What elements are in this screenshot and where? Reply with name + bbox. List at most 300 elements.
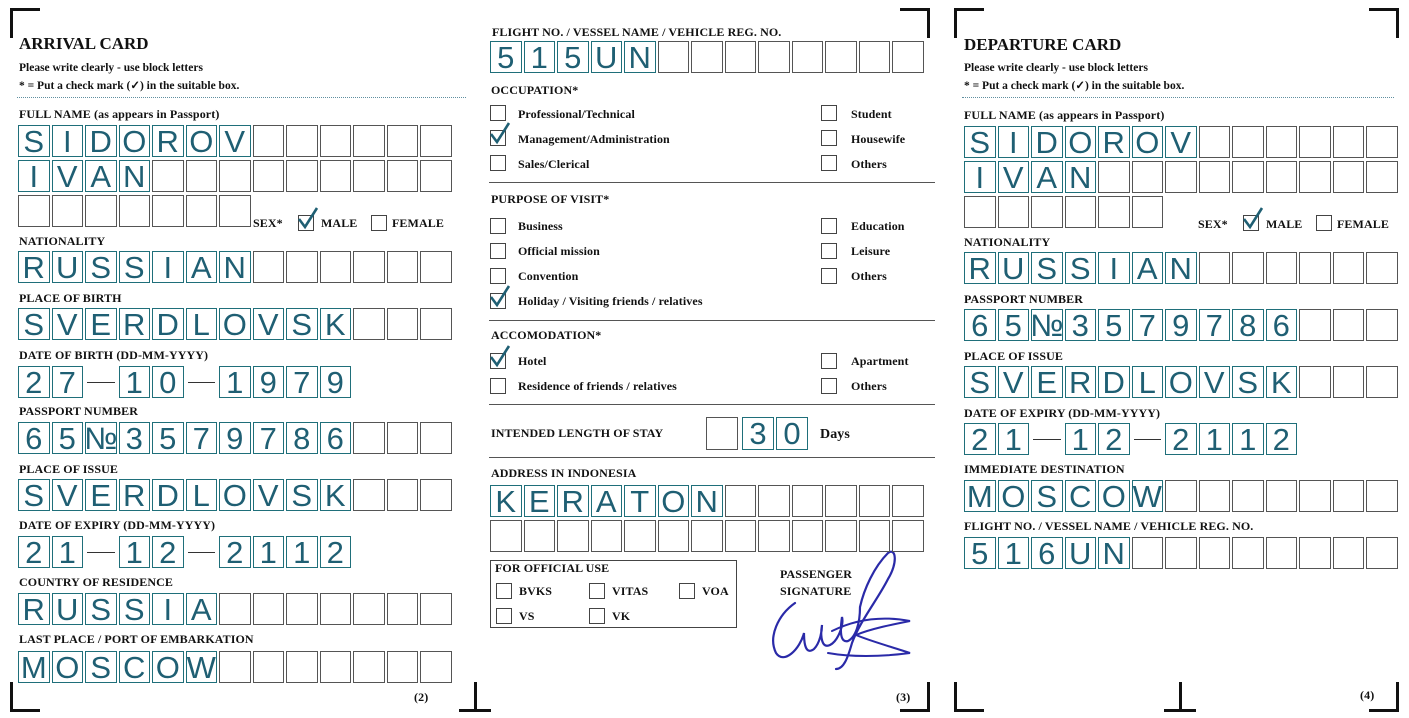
arrival-issue-place-box[interactable]: V bbox=[253, 479, 285, 511]
flight-box[interactable] bbox=[859, 41, 891, 73]
arrival-embark-box[interactable]: W bbox=[186, 649, 216, 685]
departure-given-name-box[interactable] bbox=[1366, 161, 1398, 193]
departure-destination-box[interactable] bbox=[1266, 480, 1298, 512]
departure-nationality-box[interactable] bbox=[1199, 252, 1231, 284]
arrival-issue-place-box[interactable]: R bbox=[119, 479, 151, 511]
arrival-passport-box[interactable]: 7 bbox=[253, 422, 285, 454]
arrival-expiry-box[interactable]: 2 bbox=[18, 536, 50, 568]
arrival-passport-box[interactable]: 5 bbox=[152, 422, 184, 454]
departure-flight-box[interactable]: 6 bbox=[1031, 537, 1063, 569]
departure-destination-box[interactable] bbox=[1199, 480, 1231, 512]
departure-destination-box[interactable]: C bbox=[1065, 480, 1097, 512]
arrival-issue-place-box[interactable]: D bbox=[152, 479, 184, 511]
departure-nationality-box[interactable] bbox=[1266, 252, 1298, 284]
address-line-2-box[interactable] bbox=[859, 520, 891, 552]
departure-expiry-box[interactable]: 1 bbox=[998, 423, 1030, 455]
departure-issue-place-label: PLACE OF ISSUE bbox=[964, 349, 1063, 363]
departure-name-extra-box[interactable] bbox=[998, 196, 1030, 228]
departure-destination-box[interactable] bbox=[1333, 480, 1365, 512]
arrival-embark-box[interactable] bbox=[353, 651, 385, 683]
departure-expiry-box[interactable]: 2 bbox=[1165, 423, 1197, 455]
departure-passport-box[interactable]: № bbox=[1030, 307, 1064, 343]
departure-surname-box[interactable] bbox=[1366, 126, 1398, 158]
departure-surname-box[interactable]: S bbox=[964, 126, 996, 158]
address-box[interactable]: N bbox=[691, 485, 723, 517]
arrival-embark-box[interactable]: O bbox=[152, 651, 184, 683]
accommodation-option-label: Residence of friends / relatives bbox=[518, 379, 677, 393]
flight-box[interactable]: 1 bbox=[524, 41, 556, 73]
arrival-expiry-box[interactable]: 1 bbox=[286, 536, 318, 568]
arrival-embark-box[interactable] bbox=[420, 651, 452, 683]
departure-passport-box[interactable]: 6 bbox=[1266, 309, 1298, 341]
flight-box[interactable] bbox=[658, 41, 690, 73]
arrival-embark-box[interactable]: C bbox=[119, 651, 151, 683]
address-line-2-box[interactable] bbox=[758, 520, 790, 552]
departure-nationality-box[interactable]: U bbox=[998, 252, 1030, 284]
departure-passport-box[interactable]: 7 bbox=[1132, 309, 1164, 341]
stay-box[interactable]: 0 bbox=[776, 417, 808, 450]
official-use-checkbox[interactable] bbox=[589, 583, 605, 599]
arrival-birth-place-box[interactable]: O bbox=[219, 308, 251, 340]
purpose-option-label: Business bbox=[518, 219, 563, 233]
address-line-2-box[interactable] bbox=[658, 520, 690, 552]
address-line-2-box[interactable] bbox=[624, 520, 656, 552]
departure-surname-box[interactable]: V bbox=[1165, 126, 1197, 158]
arrival-residence-box[interactable]: A bbox=[186, 593, 218, 625]
departure-issue-place-box[interactable]: L bbox=[1132, 366, 1164, 398]
departure-issue-place-box[interactable]: R bbox=[1065, 366, 1097, 398]
flight-box[interactable]: N bbox=[624, 41, 656, 73]
departure-given-name-box[interactable] bbox=[1165, 161, 1197, 193]
departure-destination-box[interactable] bbox=[1232, 480, 1264, 512]
address-box[interactable] bbox=[892, 485, 924, 517]
arrival-surname-box[interactable]: O bbox=[119, 125, 151, 157]
departure-issue-place-box[interactable]: D bbox=[1098, 366, 1130, 398]
departure-flight-box[interactable]: 5 bbox=[964, 537, 996, 569]
arrival-given-name-box[interactable] bbox=[286, 160, 318, 192]
occupation-checkbox[interactable] bbox=[490, 155, 506, 171]
arrival-dob-box[interactable]: 1 bbox=[119, 366, 151, 398]
arrival-sex-female-checkbox[interactable] bbox=[371, 215, 387, 231]
departure-given-name-box[interactable] bbox=[1098, 161, 1130, 193]
arrival-issue-place-box[interactable]: K bbox=[320, 479, 352, 511]
arrival-birth-place-box[interactable]: E bbox=[85, 308, 117, 340]
departure-surname-box[interactable] bbox=[1299, 126, 1331, 158]
arrival-dob-box[interactable]: 0 bbox=[152, 366, 184, 398]
official-use-checkbox[interactable] bbox=[589, 608, 605, 624]
arrival-nationality-box[interactable]: I bbox=[152, 251, 184, 283]
departure-issue-place-box[interactable]: O bbox=[1165, 366, 1197, 398]
arrival-birth-place-box[interactable]: R bbox=[119, 308, 151, 340]
arrival-surname-box[interactable] bbox=[387, 125, 419, 157]
arrival-nationality-box[interactable]: S bbox=[85, 251, 117, 283]
accommodation-checkbox[interactable] bbox=[821, 353, 837, 369]
departure-given-name-box[interactable]: V bbox=[998, 161, 1030, 193]
address-box[interactable] bbox=[758, 485, 790, 517]
arrival-passport-box[interactable]: 3 bbox=[119, 422, 151, 454]
arrival-embark-box[interactable]: M bbox=[18, 651, 50, 683]
departure-given-name-box[interactable] bbox=[1266, 161, 1298, 193]
arrival-name-extra-box[interactable] bbox=[186, 195, 218, 227]
arrival-embark-box[interactable] bbox=[219, 651, 251, 683]
departure-flight-box[interactable] bbox=[1299, 537, 1331, 569]
departure-nationality-box[interactable]: A bbox=[1132, 252, 1164, 284]
arrival-expiry-box[interactable]: 1 bbox=[119, 536, 151, 568]
departure-nationality-box[interactable] bbox=[1333, 252, 1365, 284]
departure-given-name-box[interactable] bbox=[1232, 161, 1264, 193]
address-box[interactable]: E bbox=[524, 485, 556, 517]
departure-flight-box[interactable] bbox=[1132, 537, 1164, 569]
arrival-expiry-box[interactable]: 1 bbox=[253, 536, 285, 568]
arrival-given-name-box[interactable]: I bbox=[18, 160, 50, 192]
departure-issue-place-box[interactable]: V bbox=[1199, 366, 1231, 398]
arrival-surname-box[interactable] bbox=[320, 125, 352, 157]
arrival-nationality-box[interactable] bbox=[253, 251, 285, 283]
arrival-birth-place-box[interactable] bbox=[420, 308, 452, 340]
flight-box[interactable] bbox=[792, 41, 824, 73]
departure-nationality-box[interactable]: R bbox=[964, 252, 996, 284]
accommodation-checkbox[interactable] bbox=[821, 378, 837, 394]
departure-nationality-box[interactable]: N bbox=[1165, 252, 1197, 284]
arrival-residence-box[interactable]: R bbox=[18, 593, 50, 625]
departure-flight-box[interactable] bbox=[1165, 537, 1197, 569]
official-use-checkbox[interactable] bbox=[679, 583, 695, 599]
arrival-surname-box[interactable]: V bbox=[219, 125, 251, 157]
departure-surname-box[interactable] bbox=[1266, 126, 1298, 158]
arrival-name-extra-box[interactable] bbox=[219, 195, 251, 227]
arrival-issue-place-box[interactable]: E bbox=[85, 479, 117, 511]
arrival-given-name-box[interactable] bbox=[320, 160, 352, 192]
occupation-checkbox[interactable] bbox=[490, 105, 506, 121]
arrival-dob-box[interactable]: 7 bbox=[286, 366, 318, 398]
arrival-expiry-box[interactable]: 2 bbox=[152, 536, 184, 568]
departure-destination-box[interactable]: M bbox=[964, 480, 996, 512]
arrival-given-name-box[interactable] bbox=[152, 160, 184, 192]
departure-passport-box[interactable] bbox=[1366, 309, 1398, 341]
departure-destination-box[interactable]: O bbox=[1098, 480, 1130, 512]
departure-title: DEPARTURE CARD bbox=[964, 35, 1122, 54]
departure-passport-box[interactable]: 7 bbox=[1199, 309, 1231, 341]
occupation-checkbox[interactable] bbox=[821, 130, 837, 146]
purpose-checkbox[interactable] bbox=[490, 218, 506, 234]
arrival-issue-place-box[interactable] bbox=[420, 479, 452, 511]
flight-box[interactable] bbox=[725, 41, 757, 73]
departure-destination-box[interactable] bbox=[1299, 480, 1331, 512]
arrival-residence-box[interactable] bbox=[387, 593, 419, 625]
arrival-residence-box[interactable] bbox=[219, 593, 251, 625]
arrival-birth-place-box[interactable] bbox=[387, 308, 419, 340]
arrival-dob-box[interactable]: 7 bbox=[52, 366, 84, 398]
departure-issue-place-box[interactable]: K bbox=[1266, 366, 1298, 398]
arrival-issue-place-box[interactable]: V bbox=[52, 479, 84, 511]
departure-expiry-box[interactable]: 1 bbox=[1199, 423, 1231, 455]
flight-box[interactable] bbox=[758, 41, 790, 73]
departure-expiry-box[interactable]: 2 bbox=[1266, 423, 1298, 455]
arrival-given-name-box[interactable] bbox=[420, 160, 452, 192]
departure-surname-box[interactable]: O bbox=[1065, 126, 1097, 158]
purpose-checkbox[interactable] bbox=[821, 218, 837, 234]
arrival-passport-box[interactable] bbox=[387, 422, 419, 454]
address-line-2-box[interactable] bbox=[892, 520, 924, 552]
purpose-checkbox[interactable] bbox=[821, 243, 837, 259]
departure-name-extra-box[interactable] bbox=[1065, 196, 1097, 228]
address-line-2-box[interactable] bbox=[691, 520, 723, 552]
stay-box[interactable] bbox=[706, 417, 738, 450]
official-use-checkbox[interactable] bbox=[496, 608, 512, 624]
departure-destination-box[interactable]: O bbox=[998, 480, 1030, 512]
arrival-birth-place-box[interactable]: S bbox=[286, 308, 318, 340]
departure-expiry-box[interactable]: 1 bbox=[1232, 423, 1264, 455]
arrival-name-extra-box[interactable] bbox=[52, 195, 84, 227]
departure-sex-female-checkbox[interactable] bbox=[1316, 215, 1332, 231]
arrival-residence-box[interactable] bbox=[420, 593, 452, 625]
arrival-surname-box[interactable]: I bbox=[52, 125, 84, 157]
arrival-birth-place-box[interactable]: K bbox=[320, 308, 352, 340]
arrival-given-name-box[interactable] bbox=[387, 160, 419, 192]
arrival-issue-place-box[interactable] bbox=[387, 479, 419, 511]
arrival-passport-box[interactable]: 9 bbox=[219, 422, 251, 454]
departure-surname-box[interactable]: R bbox=[1098, 126, 1130, 158]
departure-issue-place-box[interactable]: E bbox=[1031, 366, 1063, 398]
arrival-given-name-box[interactable] bbox=[253, 160, 285, 192]
arrival-passport-box[interactable] bbox=[420, 422, 452, 454]
arrival-nationality-box[interactable]: S bbox=[119, 251, 151, 283]
address-box[interactable] bbox=[792, 485, 824, 517]
arrival-nationality-box[interactable]: N bbox=[219, 251, 251, 283]
address-line-2-box[interactable] bbox=[524, 520, 556, 552]
departure-flight-box[interactable]: 1 bbox=[998, 537, 1030, 569]
address-box[interactable]: O bbox=[658, 485, 690, 517]
departure-name-extra-box[interactable] bbox=[964, 196, 996, 228]
departure-flight-box[interactable] bbox=[1199, 537, 1231, 569]
flight-box[interactable] bbox=[892, 41, 924, 73]
arrival-given-name-box[interactable] bbox=[219, 160, 251, 192]
flight-box[interactable]: U bbox=[591, 41, 623, 73]
address-box[interactable] bbox=[725, 485, 757, 517]
departure-given-name-box[interactable] bbox=[1333, 161, 1365, 193]
address-line-2-box[interactable] bbox=[725, 520, 757, 552]
arrival-nationality-box[interactable] bbox=[420, 251, 452, 283]
arrival-surname-box[interactable]: D bbox=[85, 125, 117, 157]
arrival-passport-box[interactable]: 5 bbox=[52, 422, 84, 454]
arrival-dob-box[interactable]: 9 bbox=[320, 366, 352, 398]
arrival-given-name-box[interactable]: V bbox=[52, 160, 84, 192]
departure-flight-box[interactable] bbox=[1266, 537, 1298, 569]
arrival-given-name-box[interactable]: N bbox=[119, 160, 151, 192]
arrival-birth-place-box[interactable] bbox=[353, 308, 385, 340]
arrival-birth-place-box[interactable]: S bbox=[18, 308, 50, 340]
arrival-birth-place-box[interactable]: V bbox=[253, 308, 285, 340]
departure-name-extra-box[interactable] bbox=[1031, 196, 1063, 228]
departure-name-extra-box[interactable] bbox=[1098, 196, 1130, 228]
arrival-issue-place-box[interactable]: L bbox=[186, 479, 218, 511]
purpose-checkbox[interactable] bbox=[490, 268, 506, 284]
departure-issue-place-box[interactable] bbox=[1366, 366, 1398, 398]
arrival-embark-box[interactable] bbox=[387, 651, 419, 683]
arrival-birth-place-box[interactable]: L bbox=[186, 308, 218, 340]
address-box[interactable] bbox=[859, 485, 891, 517]
departure-nationality-box[interactable] bbox=[1366, 252, 1398, 284]
arrival-residence-box[interactable]: I bbox=[152, 593, 184, 625]
departure-surname-box[interactable]: D bbox=[1031, 126, 1063, 158]
arrival-dob-box[interactable]: 2 bbox=[18, 366, 50, 398]
accommodation-checkbox[interactable] bbox=[490, 378, 506, 394]
arrival-surname-box[interactable]: O bbox=[186, 125, 218, 157]
arrival-nationality-box[interactable] bbox=[320, 251, 352, 283]
departure-given-name-box[interactable]: I bbox=[964, 161, 996, 193]
departure-surname-box[interactable] bbox=[1333, 126, 1365, 158]
departure-passport-box[interactable] bbox=[1333, 309, 1365, 341]
departure-given-name-box[interactable] bbox=[1199, 161, 1231, 193]
departure-surname-box[interactable]: I bbox=[998, 126, 1030, 158]
arrival-name-extra-box[interactable] bbox=[85, 195, 117, 227]
departure-passport-box[interactable]: 9 bbox=[1165, 309, 1197, 341]
arrival-expiry-box[interactable]: 2 bbox=[320, 536, 352, 568]
address-box[interactable]: A bbox=[591, 485, 623, 517]
arrival-passport-box[interactable]: 7 bbox=[186, 422, 218, 454]
departure-passport-box[interactable]: 5 bbox=[998, 309, 1030, 341]
departure-passport-box[interactable]: 5 bbox=[1098, 309, 1130, 341]
arrival-nationality-box[interactable] bbox=[286, 251, 318, 283]
address-line-2-box[interactable] bbox=[557, 520, 589, 552]
arrival-surname-box[interactable]: S bbox=[18, 125, 50, 157]
arrival-issue-place-box[interactable] bbox=[353, 479, 385, 511]
arrival-passport-box[interactable]: № bbox=[84, 420, 118, 456]
arrival-embark-box[interactable]: O bbox=[52, 651, 84, 683]
arrival-residence-box[interactable]: U bbox=[52, 593, 84, 625]
departure-passport-box[interactable]: 3 bbox=[1065, 309, 1097, 341]
arrival-residence-box[interactable] bbox=[286, 593, 318, 625]
flight-box[interactable] bbox=[691, 41, 723, 73]
flight-box[interactable]: 5 bbox=[490, 41, 522, 73]
arrival-name-extra-box[interactable] bbox=[119, 195, 151, 227]
arrival-surname-box[interactable] bbox=[420, 125, 452, 157]
departure-surname-box[interactable] bbox=[1199, 126, 1231, 158]
arrival-surname-box[interactable] bbox=[353, 125, 385, 157]
departure-destination-box[interactable] bbox=[1165, 480, 1197, 512]
arrival-given-name-box[interactable] bbox=[186, 160, 218, 192]
departure-given-name-box[interactable]: N bbox=[1065, 161, 1097, 193]
arrival-birth-place-box[interactable]: D bbox=[152, 308, 184, 340]
departure-expiry-box[interactable]: 2 bbox=[964, 423, 996, 455]
arrival-issue-place-box[interactable]: S bbox=[286, 479, 318, 511]
departure-nationality-box[interactable]: S bbox=[1031, 252, 1063, 284]
arrival-birth-place-box[interactable]: V bbox=[52, 308, 84, 340]
departure-flight-box[interactable]: N bbox=[1098, 537, 1130, 569]
purpose-checkbox[interactable] bbox=[821, 268, 837, 284]
address-line-2-box[interactable] bbox=[591, 520, 623, 552]
arrival-given-name-box[interactable] bbox=[353, 160, 385, 192]
departure-nationality-box[interactable]: S bbox=[1065, 252, 1097, 284]
departure-given-name-box[interactable]: A bbox=[1031, 161, 1063, 193]
departure-given-name-box[interactable] bbox=[1299, 161, 1331, 193]
address-box[interactable]: R bbox=[557, 485, 589, 517]
arrival-embark-box[interactable] bbox=[286, 651, 318, 683]
arrival-passport-box[interactable]: 6 bbox=[320, 422, 352, 454]
departure-issue-place-box[interactable]: S bbox=[1232, 366, 1264, 398]
arrival-surname-box[interactable] bbox=[286, 125, 318, 157]
address-box[interactable] bbox=[825, 485, 857, 517]
occupation-checkbox[interactable] bbox=[821, 105, 837, 121]
departure-given-name-box[interactable] bbox=[1132, 161, 1164, 193]
arrival-residence-box[interactable] bbox=[353, 593, 385, 625]
arrival-passport-box[interactable]: 8 bbox=[286, 422, 318, 454]
arrival-residence-box[interactable] bbox=[320, 593, 352, 625]
departure-destination-box[interactable] bbox=[1366, 480, 1398, 512]
departure-flight-box[interactable]: U bbox=[1065, 537, 1097, 569]
arrival-passport-box[interactable] bbox=[353, 422, 385, 454]
arrival-name-extra-box[interactable] bbox=[18, 195, 50, 227]
departure-expiry-box[interactable]: 1 bbox=[1065, 423, 1097, 455]
departure-destination-box[interactable]: S bbox=[1031, 480, 1063, 512]
address-line-2-box[interactable] bbox=[792, 520, 824, 552]
arrival-residence-box[interactable]: S bbox=[85, 593, 117, 625]
departure-passport-box[interactable] bbox=[1299, 309, 1331, 341]
official-use-checkbox[interactable] bbox=[496, 583, 512, 599]
departure-issue-place-box[interactable] bbox=[1299, 366, 1331, 398]
arrival-surname-box[interactable] bbox=[253, 125, 285, 157]
arrival-embark-box[interactable] bbox=[320, 651, 352, 683]
arrival-nationality-box[interactable]: R bbox=[18, 251, 50, 283]
arrival-residence-box[interactable] bbox=[253, 593, 285, 625]
arrival-issue-place-box[interactable]: O bbox=[219, 479, 251, 511]
departure-nationality-box[interactable] bbox=[1232, 252, 1264, 284]
arrival-residence-box[interactable]: S bbox=[119, 593, 151, 625]
address-box[interactable]: K bbox=[490, 485, 522, 517]
arrival-passport-box[interactable]: 6 bbox=[18, 422, 50, 454]
flight-box[interactable] bbox=[825, 41, 857, 73]
departure-flight-box[interactable] bbox=[1333, 537, 1365, 569]
departure-sex-label: SEX* bbox=[1198, 217, 1228, 231]
departure-expiry-box[interactable]: 2 bbox=[1098, 423, 1130, 455]
arrival-nationality-box[interactable] bbox=[387, 251, 419, 283]
flight-box[interactable]: 5 bbox=[557, 41, 589, 73]
departure-issue-place-box[interactable]: V bbox=[998, 366, 1030, 398]
arrival-expiry-box[interactable]: 2 bbox=[219, 536, 251, 568]
arrival-nationality-box[interactable] bbox=[353, 251, 385, 283]
purpose-checkbox[interactable] bbox=[490, 243, 506, 259]
departure-passport-box[interactable]: 8 bbox=[1232, 309, 1264, 341]
arrival-nationality-box[interactable]: U bbox=[52, 251, 84, 283]
arrival-embark-box[interactable]: S bbox=[85, 651, 117, 683]
arrival-expiry-box[interactable]: 1 bbox=[52, 536, 84, 568]
departure-name-extra-box[interactable] bbox=[1132, 196, 1164, 228]
arrival-given-name-box[interactable]: A bbox=[85, 160, 117, 192]
departure-passport-box[interactable]: 6 bbox=[964, 309, 996, 341]
arrival-dob-box[interactable]: 1 bbox=[219, 366, 251, 398]
arrival-issue-place-box[interactable]: S bbox=[18, 479, 50, 511]
departure-nationality-box[interactable] bbox=[1299, 252, 1331, 284]
departure-flight-box[interactable] bbox=[1232, 537, 1264, 569]
departure-nationality-box[interactable]: I bbox=[1098, 252, 1130, 284]
address-line-2-box[interactable] bbox=[490, 520, 522, 552]
occupation-checkbox[interactable] bbox=[821, 155, 837, 171]
stay-box[interactable]: 3 bbox=[742, 417, 774, 450]
arrival-nationality-box[interactable]: A bbox=[186, 251, 218, 283]
address-box[interactable]: T bbox=[624, 485, 656, 517]
departure-flight-box[interactable] bbox=[1366, 537, 1398, 569]
departure-issue-place-box[interactable] bbox=[1333, 366, 1365, 398]
arrival-embark-box[interactable] bbox=[253, 651, 285, 683]
address-line-2-box[interactable] bbox=[825, 520, 857, 552]
departure-destination-box[interactable]: W bbox=[1132, 478, 1162, 514]
arrival-surname-box[interactable]: R bbox=[152, 125, 184, 157]
departure-issue-place-box[interactable]: S bbox=[964, 366, 996, 398]
arrival-name-extra-box[interactable] bbox=[152, 195, 184, 227]
departure-surname-box[interactable] bbox=[1232, 126, 1264, 158]
departure-surname-box[interactable]: O bbox=[1132, 126, 1164, 158]
arrival-dob-box[interactable]: 9 bbox=[253, 366, 285, 398]
